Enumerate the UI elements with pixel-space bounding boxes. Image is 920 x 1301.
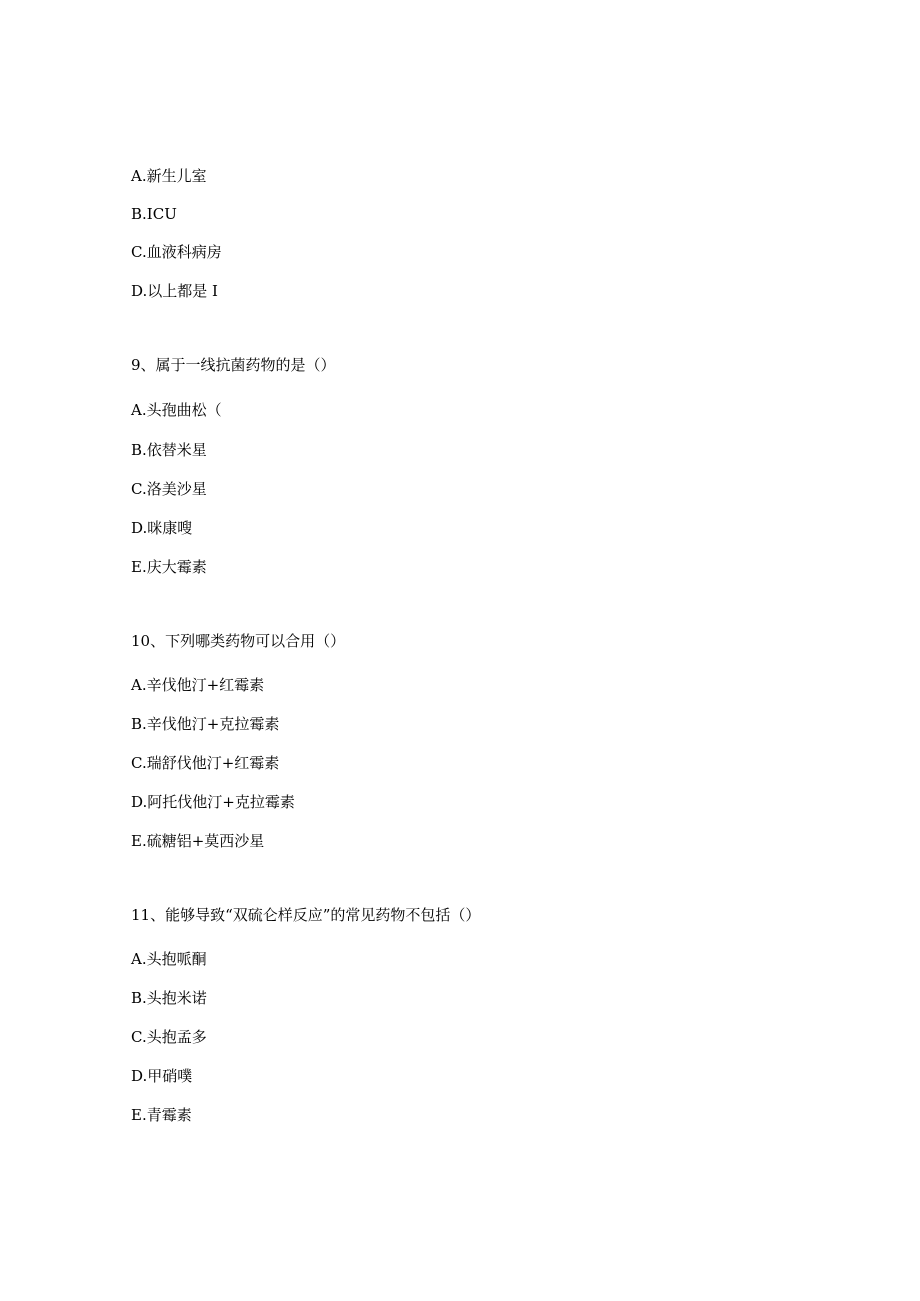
option-c: C.洛美沙星	[131, 480, 207, 498]
option-a: A.头抱哌酮	[131, 950, 207, 968]
option-b: B.辛伐他汀+克拉霉素	[131, 715, 280, 733]
option-d: D.阿托伐他汀+克拉霉素	[131, 793, 295, 811]
option-c: C.头抱孟多	[131, 1028, 207, 1046]
option-b: B.头抱米诺	[131, 989, 207, 1007]
option-d: D.以上都是 I	[131, 282, 218, 300]
option-e: E.庆大霉素	[131, 558, 207, 576]
question-title: 9、属于一线抗菌药物的是（）	[131, 356, 336, 374]
question-title: 11、能够导致“双硫仑样反应”的常见药物不包括（）	[131, 906, 481, 924]
option-d: D.咪康嗖	[131, 519, 193, 537]
option-a: A.辛伐他汀+红霉素	[131, 676, 265, 694]
option-c: C.瑞舒伐他汀+红霉素	[131, 754, 280, 772]
option-b: B.依替米星	[131, 441, 207, 459]
option-d: D.甲硝噗	[131, 1067, 193, 1085]
option-b: B.ICU	[131, 205, 177, 223]
option-a: A.头孢曲松（	[131, 401, 222, 419]
option-e: E.硫糖铝+莫西沙星	[131, 832, 265, 850]
option-a: A.新生儿室	[131, 167, 207, 185]
question-title: 10、下列哪类药物可以合用（）	[131, 632, 346, 650]
option-e: E.青霉素	[131, 1106, 192, 1124]
option-c: C.血液科病房	[131, 243, 222, 261]
